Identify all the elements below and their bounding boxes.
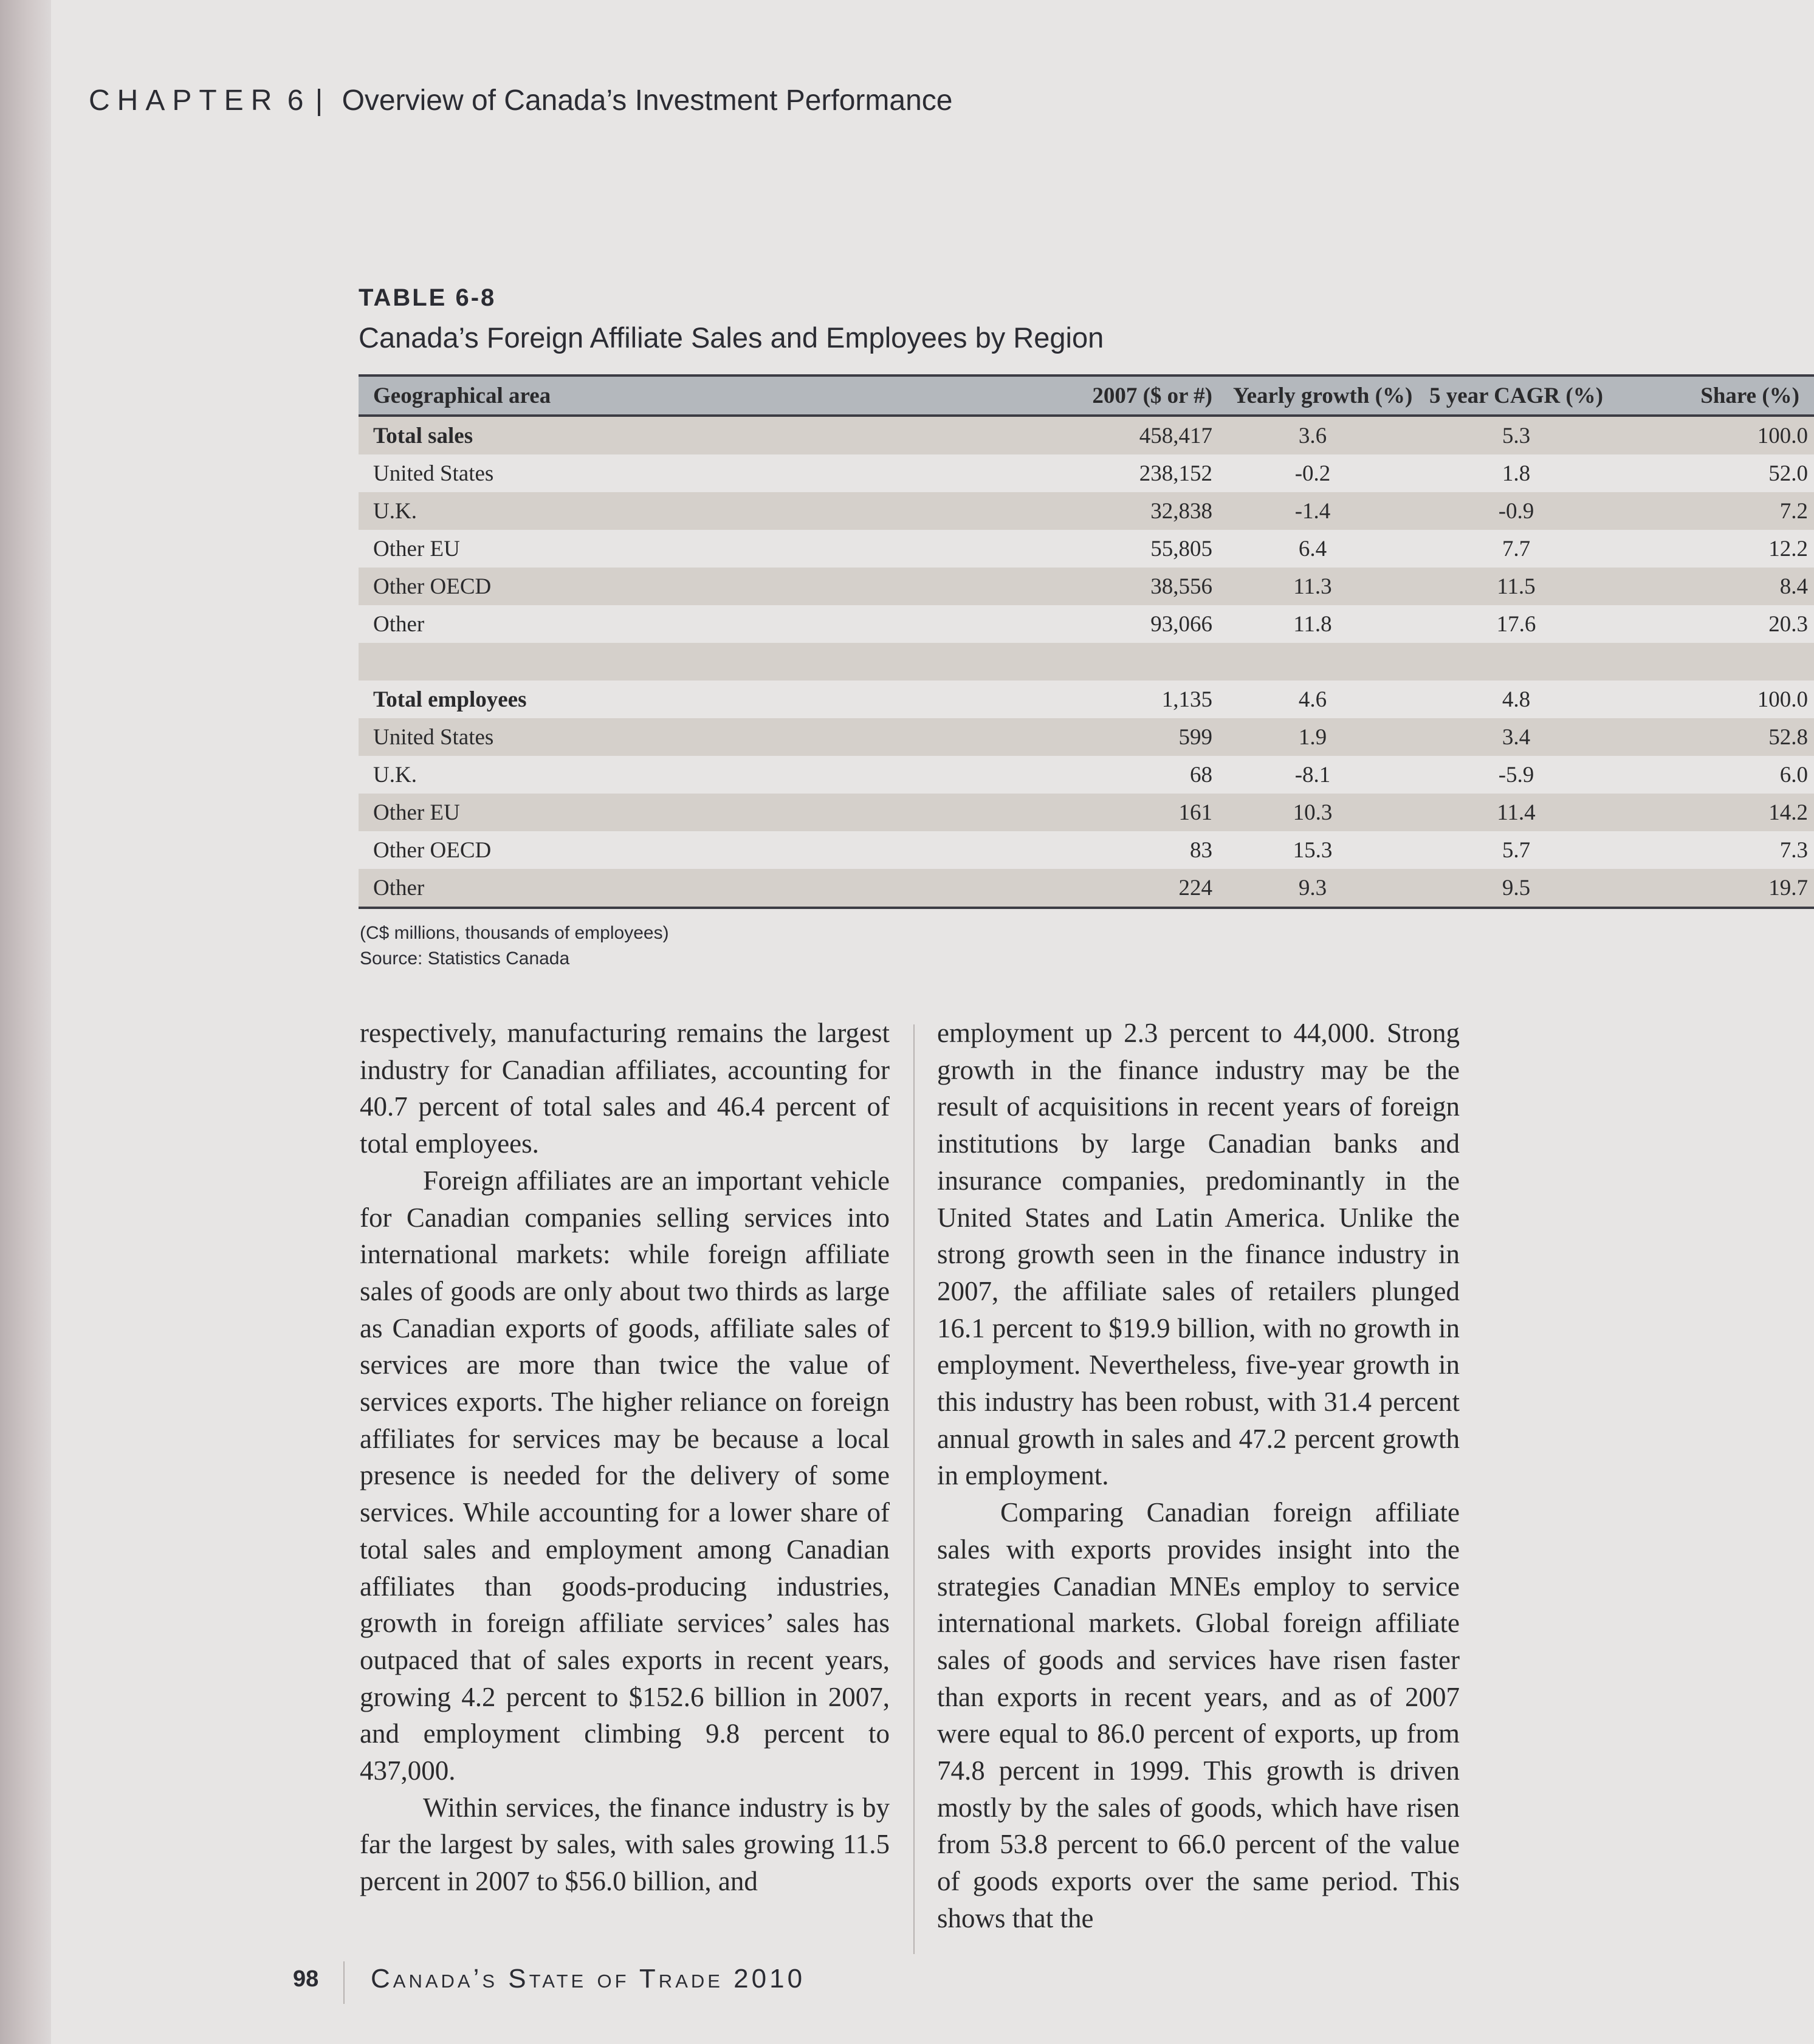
yearly-growth-cell: 11.3 [1293,574,1332,599]
region-cell: Total sales [373,423,473,448]
chapter-separator: | [315,84,323,117]
table-row [359,568,1814,605]
share-cell: 12.2 [1768,536,1808,561]
value-cell: 161 [1178,800,1212,825]
table-row [359,794,1814,831]
table-row [359,416,1814,454]
region-cell: United States [373,461,494,486]
share-cell: 19.7 [1626,869,1814,908]
body-paragraph: Comparing Canadian foreign affiliate sales with exports provides insight into the strategies Canadian MNEs employ to service international markets. Global foreign affiliate sales of goods and services have risen faster than exports in recent years, and as of 2007 were equal to 86.0 percent of exports, up from 74.8 percent in 1999. This growth is driven mostly by the sales of goods, which have risen from 53.8 percent to 66.0 percent of the value of goods exports over the same period. This shows that the [937,1497,1460,1933]
region-cell: Total employees [373,687,527,712]
region-cell [359,643,869,681]
table-row [359,492,1814,530]
share-cell [1626,643,1814,681]
table-row [359,643,1814,681]
cagr-cell: -0.9 [1498,498,1534,524]
table-row [359,756,1814,794]
region-cell: Other EU [373,800,460,825]
cagr-cell: 5.7 [1502,837,1531,863]
share-cell: 7.3 [1779,837,1808,863]
share-cell: 52.8 [1768,724,1808,750]
share-cell: 100.0 [1757,687,1808,712]
yearly-growth-cell: 10.3 [1293,800,1333,825]
table-row [359,718,1814,756]
value-cell: 458,417 [1139,423,1212,448]
value-cell: 68 [1190,762,1212,787]
table-label: TABLE 6-8 [359,284,496,311]
chapter-header [89,84,952,117]
region-cell: Other OECD [373,837,492,863]
column-header: Geographical area [359,376,869,416]
column-header: Yearly growth (%) [1218,376,1407,416]
share-cell: 7.2 [1779,498,1808,524]
table-row [359,869,1814,908]
column-header: 5 year CAGR (%) [1407,376,1626,416]
body-paragraph: Foreign affiliates are an important vehicle for Canadian companies selling services into international markets: while foreign affiliate sales of goods are only about two thirds as large as Canadian exports of goods, affiliate sales of services are more than twice the value of services exports. The higher reliance on foreign affiliates for services may be because a local presence is needed for the delivery of some services. While accounting for a lower share of total sales and employment among Canadian affiliates than goods-producing industries, growth in foreign affiliate services’ sales has outpaced that of sales exports in recent years, growing 4.2 percent to $152.6 billion in 2007, and employment climbing 9.8 percent to 437,000. [360,1165,890,1786]
region-cell: United States [373,724,494,750]
cagr-cell: 3.4 [1502,724,1531,750]
chapter-number: 6 [287,84,304,117]
body-column-left [360,1015,890,1900]
table-title: Canada’s Foreign Affiliate Sales and Employees by Region [359,321,1104,354]
region-cell: Other [359,869,869,908]
cagr-cell: 17.6 [1496,611,1536,637]
yearly-growth-cell: 11.8 [1293,611,1332,637]
yearly-growth-cell: 3.6 [1298,423,1327,448]
share-cell: 20.3 [1768,611,1808,637]
table-row [359,454,1814,492]
region-cell: Other OECD [373,574,492,599]
table-header-row [359,376,1814,416]
value-cell: 93,066 [1150,611,1212,637]
yearly-growth-cell [1218,643,1407,681]
body-paragraph: employment up 2.3 percent to 44,000. Strong growth in the finance industry may be the result of acquisitions in recent years of foreign institutions by large Canadian banks and insurance companies, predominantly in the United States and Latin America. Unlike the strong growth seen in the finance industry in 2007, the affiliate sales of retailers plunged 16.1 percent to $19.9 billion, with no growth in employment. Nevertheless, five-year growth in this industry has been robust, with 31.4 percent annual growth in sales and 47.2 percent growth in employment. [937,1018,1460,1491]
value-cell: 1,135 [1161,687,1212,712]
value-cell: 224 [869,869,1218,908]
yearly-growth-cell: 15.3 [1293,837,1333,863]
table-row [359,831,1814,869]
book-spine-edge [0,0,51,2044]
column-header: Share (%) [1626,376,1814,416]
yearly-growth-cell: -0.2 [1294,461,1331,486]
yearly-growth-cell: 4.6 [1298,687,1327,712]
value-cell: 238,152 [1139,461,1212,486]
cagr-cell: 11.4 [1497,800,1536,825]
cagr-cell: 4.8 [1502,687,1531,712]
table-source-note: Source: Statistics Canada [360,948,570,969]
table-row [359,530,1814,568]
column-divider [913,1024,915,1954]
chapter-title: Overview of Canada’s Investment Performance [342,84,953,117]
share-cell: 52.0 [1768,461,1808,486]
table-units-note: (C$ millions, thousands of employees) [360,923,669,943]
cagr-cell: 11.5 [1497,574,1536,599]
table-notes [360,921,669,972]
share-cell: 6.0 [1779,762,1808,787]
value-cell [869,643,1218,681]
region-cell: U.K. [373,498,417,524]
body-column-right [937,1015,1460,1937]
body-paragraph: respectively, manufacturing remains the largest industry for Canadian affiliates, accounting for 40.7 percent of total sales and 46.4 percent of total employees. [360,1018,890,1159]
cagr-cell: 7.7 [1502,536,1531,561]
value-cell: 599 [1178,724,1212,750]
value-cell: 38,556 [1150,574,1212,599]
value-cell: 32,838 [1150,498,1212,524]
share-cell: 8.4 [1779,574,1808,599]
share-cell: 100.0 [1757,423,1808,448]
cagr-cell: -5.9 [1498,762,1534,787]
yearly-growth-cell: 1.9 [1298,724,1327,750]
yearly-growth-cell: 9.3 [1218,869,1407,908]
share-cell: 14.2 [1768,800,1808,825]
yearly-growth-cell: 6.4 [1298,536,1327,561]
yearly-growth-cell: -1.4 [1294,498,1331,524]
region-cell: Other EU [373,536,460,561]
footer-divider [343,1961,345,2004]
page-number: 98 [293,1966,319,1992]
cagr-cell: 9.5 [1407,869,1626,908]
cagr-cell: 1.8 [1502,461,1531,486]
value-cell: 55,805 [1150,536,1212,561]
table-row [359,605,1814,643]
cagr-cell [1407,643,1626,681]
table-row [359,681,1814,718]
yearly-growth-cell: -8.1 [1294,762,1331,787]
region-cell: U.K. [373,762,417,787]
body-paragraph: Within services, the finance industry is by far the largest by sales, with sales growing 11.5 percent in 2007 to $56.0 billion, and [360,1792,890,1897]
cagr-cell: 5.3 [1502,423,1531,448]
chapter-word: CHAPTER [89,84,280,117]
book-title: Canada’s State of Trade 2010 [371,1964,806,1994]
affiliate-sales-table [359,374,1814,909]
column-header: 2007 ($ or #) [869,376,1218,416]
value-cell: 83 [1190,837,1212,863]
region-cell: Other [373,611,425,637]
